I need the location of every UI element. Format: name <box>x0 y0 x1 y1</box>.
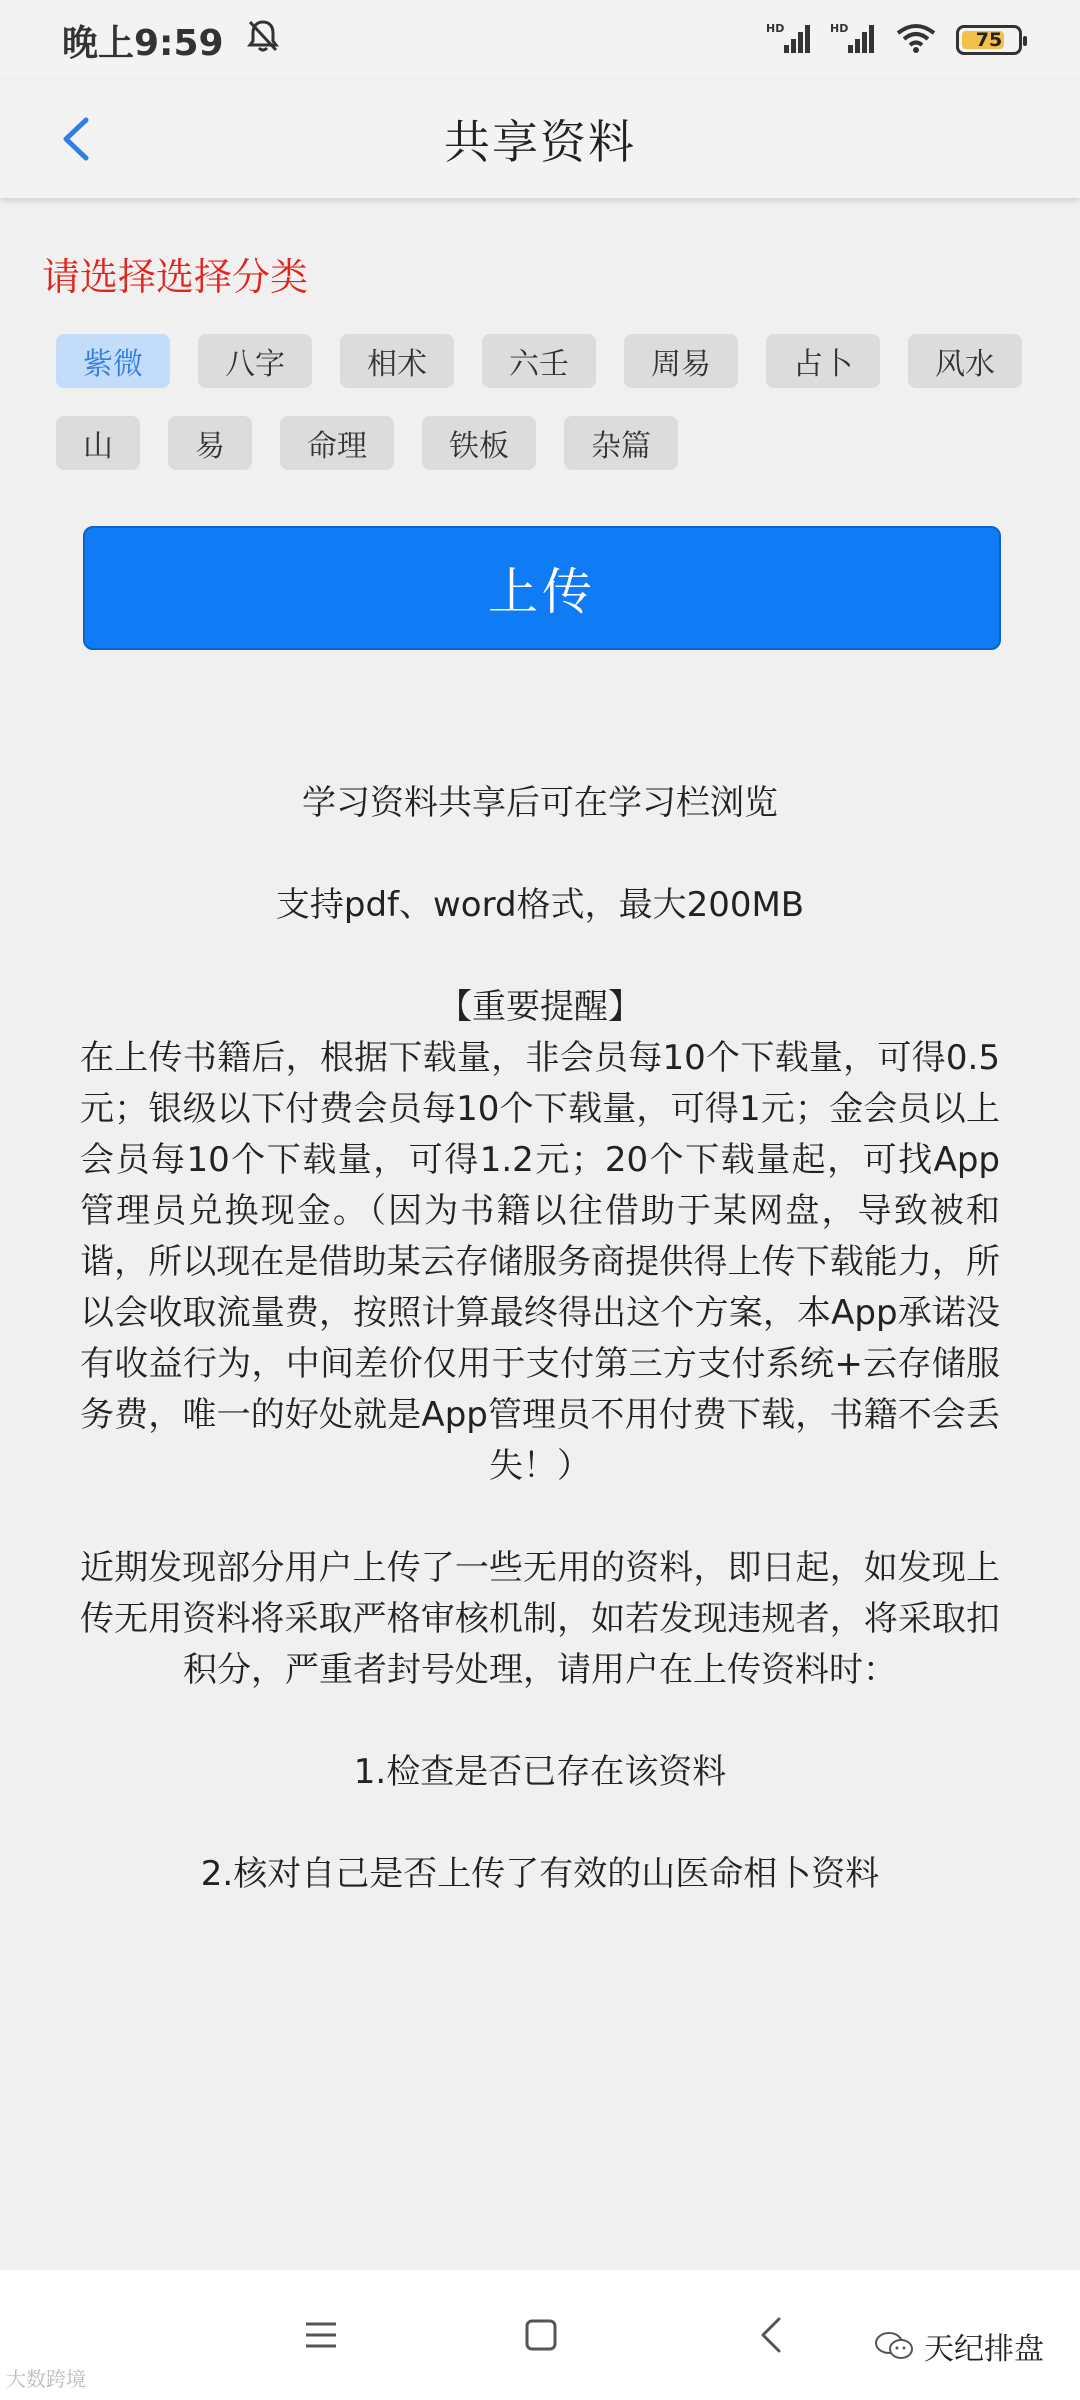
main-content <box>0 198 1080 2270</box>
watermark-corner: 大数跨境 <box>6 2367 86 2391</box>
notice-important-title: 【重要提醒】 <box>438 987 642 1027</box>
back-button[interactable] <box>50 110 100 168</box>
bell-off-icon <box>246 18 280 63</box>
chip-bazi[interactable]: 八字 <box>198 334 312 388</box>
category-label: 请选择选择分类 <box>42 255 309 299</box>
chip-liuren[interactable]: 六壬 <box>482 334 596 388</box>
category-chips <box>56 334 1046 498</box>
chip-tieban[interactable]: 铁板 <box>422 416 536 470</box>
chip-yi[interactable]: 易 <box>168 416 252 470</box>
battery-icon <box>956 25 1022 55</box>
menu-icon <box>303 2320 339 2350</box>
notice-text <box>80 778 1000 1900</box>
chip-zapian[interactable]: 杂篇 <box>564 416 678 470</box>
wifi-icon <box>894 21 938 59</box>
notice-browse: 学习资料共享后可在学习栏浏览 <box>302 783 778 823</box>
chip-zhouyi[interactable]: 周易 <box>624 334 738 388</box>
chip-ziwei[interactable]: 紫微 <box>56 334 170 388</box>
page-title: 共享资料 <box>444 115 636 169</box>
upload-button[interactable]: 上传 <box>83 526 1001 650</box>
status-right <box>766 21 1022 59</box>
category-row <box>56 334 1046 388</box>
notice-check-2: 2.核对自己是否上传了有效的山医命相卜资料 <box>200 1854 880 1894</box>
status-bar <box>0 0 1080 80</box>
menu-button[interactable] <box>296 2310 346 2360</box>
chip-shan[interactable]: 山 <box>56 416 140 470</box>
signal-icon <box>766 21 812 59</box>
notice-important-body: 在上传书籍后，根据下载量，非会员每10个下载量，可得0.5元；银级以下付费会员每10个下载量，可得1元；金会员以上会员每10个下载量，可得1.2元；20个下载量起，可找App管理员兑换现金。（因为书籍以往借助于某网盘，导致被和谐，所以现在是借助某云存储服务商提供得上传下载能力，所以会收取流量费，按照计算最终得出这个方案，本App承诺没有收益行为，中间差价仅用于支付第三方支付系统+云存储服务费，唯一的好处就是App管理员不用付费下载，书籍不会丢失！） <box>80 1038 1000 1486</box>
watermark-text: 天纪排盘 <box>924 2332 1044 2367</box>
notice-format: 支持pdf、word格式，最大200MB <box>275 885 805 925</box>
chevron-left-icon <box>58 114 92 164</box>
status-left <box>62 15 280 66</box>
category-row <box>56 416 1046 470</box>
home-square-icon <box>523 2317 559 2353</box>
notice-warning: 近期发现部分用户上传了一些无用的资料，即日起，如发现上传无用资料将采取严格审核机制，如若发现违规者，将采取扣积分，严重者封号处理，请用户在上传资料时： <box>80 1548 1000 1690</box>
svg-text:HD: HD <box>766 22 785 35</box>
svg-text:HD: HD <box>830 22 849 35</box>
chip-zhanbu[interactable]: 占卜 <box>766 334 880 388</box>
chip-xiangshu[interactable]: 相术 <box>340 334 454 388</box>
notice-check-1: 1.检查是否已存在该资料 <box>353 1752 727 1792</box>
wechat-icon <box>874 2329 914 2363</box>
system-nav-bar <box>0 2270 1080 2400</box>
battery-percent: 75 <box>975 29 1003 51</box>
signal-icon <box>830 21 876 59</box>
back-triangle-icon <box>757 2315 785 2355</box>
chip-fengshui[interactable]: 风水 <box>908 334 1022 388</box>
watermark <box>874 2324 1044 2368</box>
app-header <box>0 80 1080 198</box>
home-button[interactable] <box>516 2310 566 2360</box>
chip-mingli[interactable]: 命理 <box>280 416 394 470</box>
back-nav-button[interactable] <box>746 2310 796 2360</box>
status-time: 晚上9:59 <box>62 22 224 64</box>
